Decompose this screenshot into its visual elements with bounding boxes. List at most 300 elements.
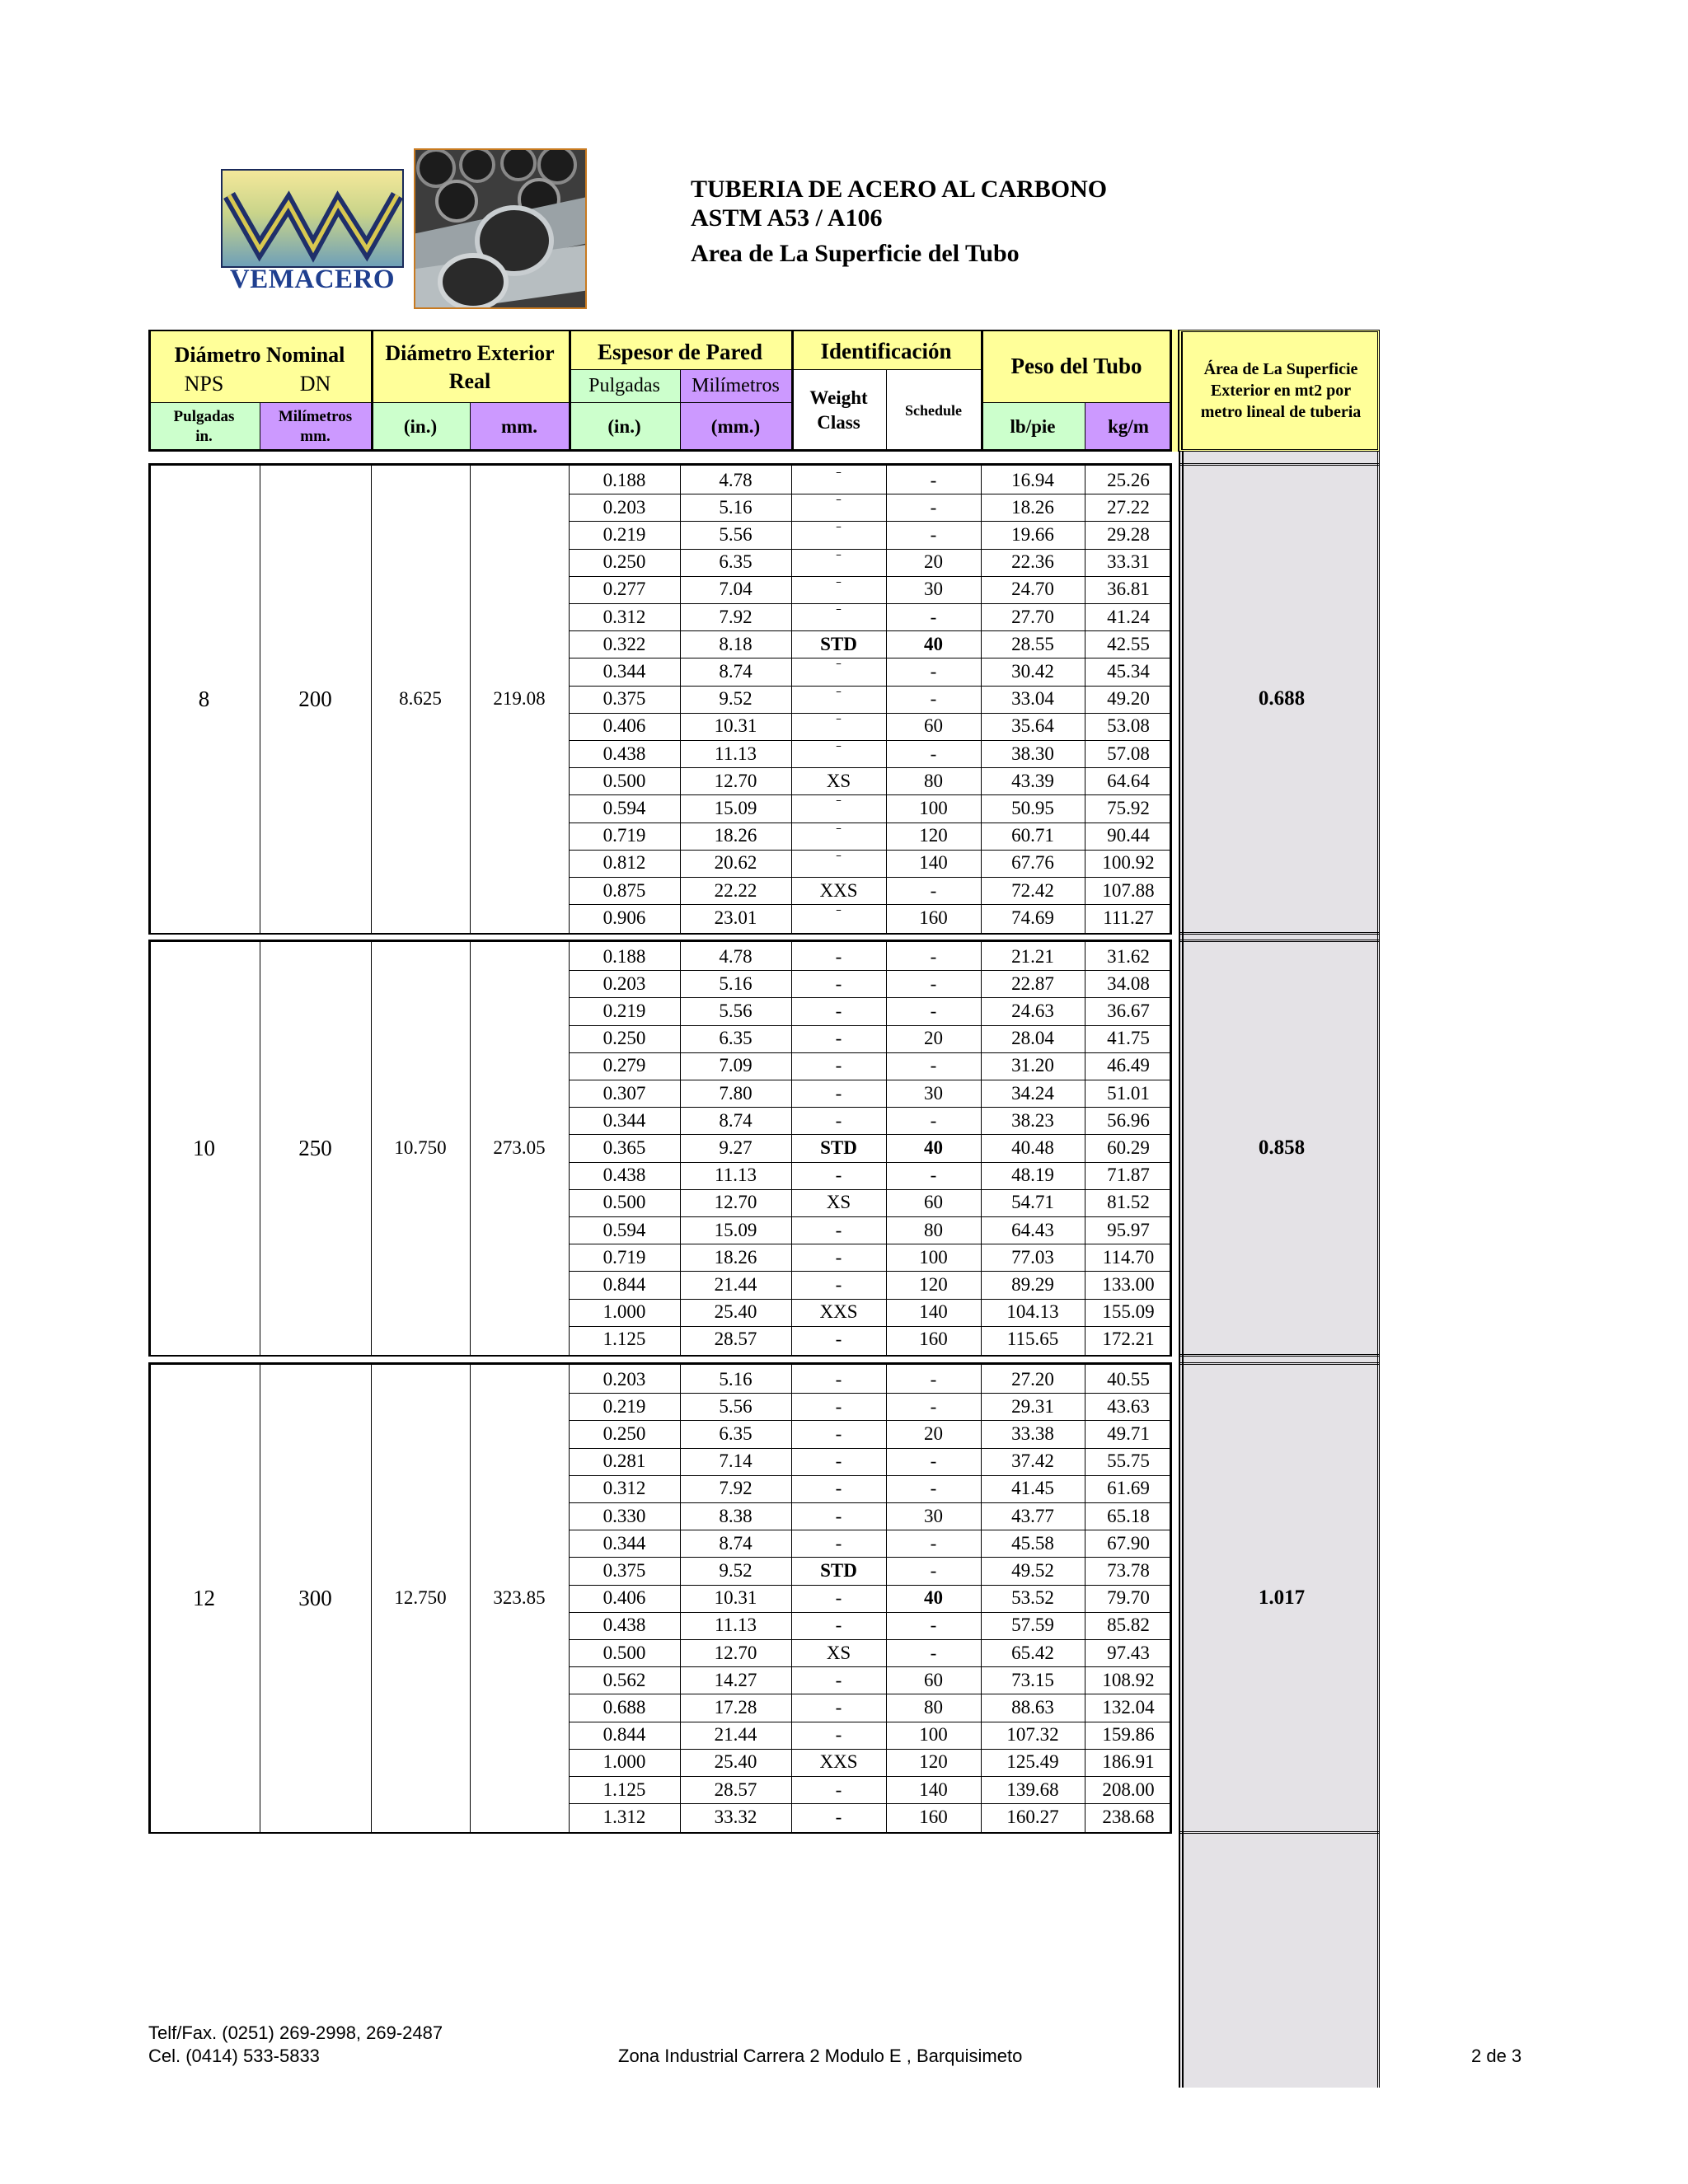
- table-cell: 73.15: [1011, 1669, 1054, 1690]
- table-cell: 40.55: [1107, 1368, 1150, 1390]
- table-cell: 61.69: [1107, 1478, 1150, 1499]
- table-cell: 111.27: [1103, 907, 1154, 928]
- table-cell: 108.92: [1102, 1669, 1155, 1690]
- table-cell: 73.78: [1107, 1559, 1150, 1581]
- table-cell: 10.31: [714, 1587, 757, 1609]
- table-cell: 16.94: [1011, 469, 1054, 490]
- table-cell: -: [930, 496, 937, 518]
- table-cell: -: [835, 1451, 842, 1472]
- table-cell: 49.71: [1107, 1422, 1150, 1444]
- col-area: [1182, 351, 1380, 430]
- table-cell: 0.281: [603, 1451, 646, 1472]
- nps-group-12: [148, 1362, 1380, 1834]
- table-cell: ˉ: [836, 468, 842, 485]
- table-cell: 11.13: [715, 743, 757, 764]
- table-cell: 0.219: [603, 1395, 646, 1417]
- table-cell: -: [930, 1615, 937, 1636]
- table-cell: 0.322: [603, 633, 646, 654]
- table-cell: 25.26: [1107, 469, 1150, 490]
- table-cell: 34.08: [1107, 972, 1150, 994]
- table-cell: 100.92: [1102, 852, 1155, 874]
- table-cell: 160: [919, 1329, 948, 1350]
- table-cell: -: [835, 1082, 842, 1104]
- table-cell: 64.43: [1011, 1219, 1054, 1240]
- table-cell: 29.31: [1011, 1395, 1054, 1417]
- table-cell: ˉ: [836, 906, 842, 923]
- title-line-1: TUBERIA DE ACERO AL CARBONO: [691, 176, 1108, 203]
- table-cell: -: [835, 1219, 842, 1240]
- table-cell: 15.09: [714, 1219, 757, 1240]
- table-cell: -: [835, 1273, 842, 1295]
- group-area: 1.017: [1258, 1586, 1306, 1610]
- table-cell: 0.307: [603, 1082, 646, 1104]
- group-od-in: 12.750: [394, 1587, 447, 1609]
- table-cell: 22.87: [1011, 972, 1054, 994]
- table-cell: XS: [826, 1192, 851, 1213]
- table-cell: 64.64: [1107, 770, 1150, 791]
- table-cell: 33.04: [1011, 688, 1054, 710]
- table-cell: -: [835, 1329, 842, 1350]
- table-cell: -: [835, 1779, 842, 1800]
- table-cell: 28.04: [1011, 1028, 1054, 1049]
- table-cell: 36.67: [1107, 1000, 1150, 1021]
- table-cell: 95.97: [1107, 1219, 1150, 1240]
- table-cell: 133.00: [1102, 1273, 1155, 1295]
- table-cell: 20: [924, 551, 943, 573]
- table-cell: 21.21: [1011, 945, 1054, 967]
- table-cell: -: [835, 945, 842, 967]
- col-diametro-nominal: Diámetro Nominal: [174, 343, 345, 367]
- table-cell: 208.00: [1102, 1779, 1155, 1800]
- table-cell: 53.52: [1011, 1587, 1054, 1609]
- table-cell: 7.80: [719, 1082, 753, 1104]
- table-cell: 72.42: [1011, 879, 1054, 901]
- table-cell: 5.56: [719, 523, 753, 545]
- table-cell: 54.71: [1011, 1192, 1054, 1213]
- table-cell: 0.344: [603, 1109, 646, 1131]
- table-cell: 0.875: [603, 879, 646, 901]
- footer-address: Zona Industrial Carrera 2 Modulo E , Barquisimeto: [618, 2046, 1023, 2066]
- table-cell: 48.19: [1011, 1165, 1054, 1186]
- table-cell: -: [930, 606, 937, 627]
- table-cell: 56.96: [1107, 1109, 1150, 1131]
- table-cell: ˉ: [836, 523, 842, 540]
- table-cell: 140: [919, 852, 948, 874]
- table-cell: 67.90: [1107, 1532, 1150, 1554]
- table-cell: -: [930, 1451, 937, 1472]
- table-cell: 0.562: [603, 1669, 646, 1690]
- table-cell: ˉ: [836, 796, 842, 813]
- table-cell: 23.01: [714, 907, 757, 928]
- col-diametro-exterior-line-1: Diámetro Exterior: [385, 341, 555, 365]
- footer-cell: Cel. (0414) 533-5833: [148, 2046, 320, 2066]
- table-cell: -: [835, 1806, 842, 1827]
- table-cell: 0.203: [603, 972, 646, 994]
- table-cell: 0.279: [603, 1055, 646, 1076]
- table-cell: -: [930, 972, 937, 994]
- table-cell: 115.65: [1006, 1329, 1059, 1350]
- table-cell: 12.70: [714, 1192, 757, 1213]
- table-cell: 0.250: [603, 1028, 646, 1049]
- table-cell: 0.312: [603, 1478, 646, 1499]
- table-cell: 0.406: [603, 1587, 646, 1609]
- table-cell: 8.74: [719, 1532, 753, 1554]
- table-cell: 114.70: [1102, 1246, 1155, 1268]
- table-cell: 4.78: [719, 945, 753, 967]
- table-cell: 0.594: [603, 797, 646, 818]
- group-area: 0.688: [1258, 687, 1306, 710]
- table-cell: 120: [919, 1751, 948, 1773]
- col-weight-class-line-2: Class: [817, 412, 860, 433]
- nps-group-10: [148, 940, 1380, 1357]
- group-dn: 300: [298, 1585, 332, 1610]
- col-nps-units: [148, 402, 260, 452]
- table-cell: -: [930, 688, 937, 710]
- col-esp-mm: (mm.): [710, 416, 761, 437]
- table-cell: 41.24: [1107, 606, 1150, 627]
- table-cell: 21.44: [714, 1724, 757, 1746]
- col-nps: NPS: [184, 372, 224, 396]
- table-cell: 0.719: [603, 825, 646, 846]
- table-cell: 80: [924, 1696, 943, 1718]
- pipes-photo: [414, 148, 587, 309]
- table-cell: 29.28: [1107, 523, 1150, 545]
- table-cell: 24.70: [1011, 579, 1054, 600]
- group-nps: 10: [193, 1135, 215, 1160]
- table-cell: 6.35: [719, 551, 753, 573]
- table-cell: 18.26: [1011, 496, 1054, 518]
- table-cell: 40: [924, 1137, 943, 1158]
- logo-wordmark: VEMACERO: [229, 265, 396, 294]
- table-cell: 0.375: [603, 688, 646, 710]
- table-cell: ˉ: [836, 714, 842, 731]
- table-cell: 100: [919, 797, 948, 818]
- group-od-in: 8.625: [399, 688, 442, 710]
- table-cell: 49.52: [1011, 1559, 1054, 1581]
- col-od-in: (in.): [403, 416, 438, 437]
- table-cell: 8.38: [719, 1505, 753, 1526]
- table-cell: 0.250: [603, 1422, 646, 1444]
- table-cell: 25.40: [714, 1301, 757, 1323]
- table-cell: STD: [820, 633, 857, 654]
- col-dn-units-line-1: Milímetros: [278, 408, 353, 425]
- table-cell: 71.87: [1107, 1165, 1150, 1186]
- table-cell: 9.52: [719, 1559, 753, 1581]
- table-cell: 120: [919, 1273, 948, 1295]
- logo-emblem: [221, 169, 404, 268]
- table-cell: -: [930, 1395, 937, 1417]
- table-cell: 0.406: [603, 715, 646, 737]
- table-cell: 60: [924, 1669, 943, 1690]
- table-cell: -: [835, 1669, 842, 1690]
- group-od-mm: 323.85: [493, 1587, 546, 1609]
- table-cell: 1.125: [603, 1329, 646, 1350]
- table-cell: -: [835, 1724, 842, 1746]
- table-cell: 28.55: [1011, 633, 1054, 654]
- table-cell: 0.365: [603, 1137, 646, 1158]
- table-cell: 1.312: [603, 1806, 646, 1827]
- table-cell: 0.438: [603, 1165, 646, 1186]
- table-cell: 0.719: [603, 1246, 646, 1268]
- table-cell: 140: [919, 1301, 948, 1323]
- group-nps: 8: [198, 686, 210, 711]
- table-cell: 0.277: [603, 579, 646, 600]
- table-cell: -: [930, 469, 937, 490]
- table-cell: -: [835, 1109, 842, 1131]
- table-cell: 30.42: [1011, 660, 1054, 682]
- table-cell: 0.219: [603, 523, 646, 545]
- table-cell: ˉ: [836, 659, 842, 677]
- table-cell: STD: [820, 1559, 857, 1581]
- table-cell: 120: [919, 825, 948, 846]
- table-cell: 40.48: [1011, 1137, 1054, 1158]
- col-dn-units-line-2: mm.: [300, 428, 331, 445]
- table-cell: 4.78: [719, 469, 753, 490]
- table-cell: -: [835, 1246, 842, 1268]
- table-cell: 89.29: [1011, 1273, 1054, 1295]
- table-cell: 80: [924, 1219, 943, 1240]
- table-cell: 43.77: [1011, 1505, 1054, 1526]
- table-cell: 46.49: [1107, 1055, 1150, 1076]
- col-area-line-2: Exterior en mt2 por: [1210, 382, 1352, 400]
- table-cell: XXS: [819, 879, 858, 901]
- table-cell: 31.20: [1011, 1055, 1054, 1076]
- table-cell: 160.27: [1006, 1806, 1059, 1827]
- col-peso: Peso del Tubo: [1010, 353, 1142, 378]
- group-area: 0.858: [1258, 1137, 1306, 1159]
- table-cell: 22.22: [714, 879, 757, 901]
- table-cell: 45.58: [1011, 1532, 1054, 1554]
- table-cell: 0.375: [603, 1559, 646, 1581]
- table-cell: 0.906: [603, 907, 646, 928]
- table-cell: 18.26: [714, 1246, 757, 1268]
- table-cell: 38.30: [1011, 743, 1054, 764]
- table-cell: 30: [924, 579, 943, 600]
- col-dn-units: [260, 402, 371, 452]
- table-header: [148, 330, 1380, 452]
- table-cell: 140: [919, 1779, 948, 1800]
- table-cell: 57.59: [1011, 1615, 1054, 1636]
- table-cell: -: [930, 1000, 937, 1021]
- table-cell: 43.39: [1011, 770, 1054, 791]
- table-cell: 0.312: [603, 606, 646, 627]
- table-cell: 7.92: [719, 1478, 753, 1499]
- col-schedule: Schedule: [904, 401, 962, 419]
- col-dn: DN: [299, 372, 331, 396]
- table-cell: 0.330: [603, 1505, 646, 1526]
- table-cell: -: [835, 1478, 842, 1499]
- table-cell: ˉ: [836, 605, 842, 621]
- table-cell: -: [835, 1165, 842, 1186]
- table-cell: -: [930, 1368, 937, 1390]
- table-cell: 107.32: [1006, 1724, 1059, 1746]
- table-cell: -: [835, 1422, 842, 1444]
- table-cell: -: [835, 1055, 842, 1076]
- table-cell: 60.71: [1011, 825, 1054, 846]
- table-cell: 31.62: [1107, 945, 1150, 967]
- table-cell: 1.000: [603, 1301, 646, 1323]
- table-cell: 125.49: [1006, 1751, 1059, 1773]
- table-cell: 24.63: [1011, 1000, 1054, 1021]
- table-cell: 238.68: [1102, 1806, 1155, 1827]
- table-cell: -: [930, 1642, 937, 1663]
- table-cell: 7.04: [719, 579, 753, 600]
- group-nps: 12: [193, 1585, 215, 1610]
- table-cell: 0.344: [603, 660, 646, 682]
- footer-page-number: 2 de 3: [1471, 2046, 1522, 2066]
- document-title: [691, 175, 1107, 268]
- table-cell: 18.26: [714, 825, 757, 846]
- table-cell: 0.219: [603, 1000, 646, 1021]
- table-cell: 20: [924, 1028, 943, 1049]
- table-cell: 132.04: [1102, 1696, 1155, 1718]
- table-cell: 50.95: [1011, 797, 1054, 818]
- nps-group-8: [148, 463, 1380, 935]
- table-cell: 9.27: [719, 1137, 753, 1158]
- col-esp-milimetros: Milímetros: [692, 374, 780, 396]
- table-cell: 9.52: [719, 688, 753, 710]
- table-cell: -: [835, 1028, 842, 1049]
- table-cell: 5.56: [719, 1395, 753, 1417]
- table-cell: 17.28: [714, 1696, 757, 1718]
- table-cell: 100: [919, 1246, 948, 1268]
- table-cell: 53.08: [1107, 715, 1150, 737]
- table-cell: 33.31: [1107, 551, 1150, 573]
- table-cell: ˉ: [836, 577, 842, 594]
- table-cell: 11.13: [715, 1615, 757, 1636]
- table-cell: 11.13: [715, 1165, 757, 1186]
- table-cell: 7.92: [719, 606, 753, 627]
- col-identificacion: Identificación: [820, 338, 952, 363]
- group-dn: 250: [298, 1135, 332, 1160]
- table-cell: 75.92: [1107, 797, 1150, 818]
- table-cell: 0.844: [603, 1724, 646, 1746]
- table-cell: 5.56: [719, 1000, 753, 1021]
- col-esp-in: (in.): [607, 416, 641, 437]
- table-cell: 155.09: [1102, 1301, 1155, 1323]
- table-cell: XXS: [819, 1301, 858, 1323]
- table-cell: 0.438: [603, 743, 646, 764]
- table-cell: 28.57: [714, 1329, 757, 1350]
- table-cell: 8.18: [719, 633, 753, 654]
- table-cell: -: [835, 1696, 842, 1718]
- table-cell: 57.08: [1107, 743, 1150, 764]
- table-cell: -: [835, 1000, 842, 1021]
- table-cell: 7.09: [719, 1055, 753, 1076]
- table-cell: -: [930, 523, 937, 545]
- col-area-line-3: metro lineal de tuberia: [1200, 403, 1362, 421]
- table-cell: 60.29: [1107, 1137, 1150, 1158]
- table-cell: 12.70: [714, 770, 757, 791]
- table-cell: 74.69: [1011, 907, 1054, 928]
- table-cell: 49.20: [1107, 688, 1150, 710]
- table-cell: 159.86: [1102, 1724, 1155, 1746]
- table-cell: 97.43: [1107, 1642, 1150, 1663]
- table-cell: 172.21: [1102, 1329, 1155, 1350]
- group-od-mm: 219.08: [493, 688, 546, 710]
- footer-phone: Telf/Fax. (0251) 269-2998, 269-2487: [148, 2022, 443, 2043]
- table-cell: 7.14: [719, 1451, 753, 1472]
- table-cell: -: [835, 1615, 842, 1636]
- table-cell: 85.82: [1107, 1615, 1150, 1636]
- table-cell: 0.594: [603, 1219, 646, 1240]
- table-cell: 40: [924, 633, 943, 654]
- table-cell: 160: [919, 1806, 948, 1827]
- group-od-mm: 273.05: [493, 1137, 546, 1158]
- table-cell: 40: [924, 1587, 943, 1609]
- table-cell: 139.68: [1006, 1779, 1059, 1800]
- table-cell: -: [835, 1368, 842, 1390]
- table-cell: -: [835, 1587, 842, 1609]
- table-cell: -: [835, 1505, 842, 1526]
- table-cell: 160: [919, 907, 948, 928]
- table-cell: 60: [924, 715, 943, 737]
- table-cell: ˉ: [836, 851, 842, 868]
- table-cell: 1.000: [603, 1751, 646, 1773]
- table-cell: 0.500: [603, 770, 646, 791]
- table-cell: -: [930, 1532, 937, 1554]
- table-cell: 0.438: [603, 1615, 646, 1636]
- table-cell: -: [930, 1165, 937, 1186]
- table-cell: 0.188: [603, 469, 646, 490]
- group-dn: 200: [298, 686, 332, 711]
- table-cell: XS: [826, 770, 851, 791]
- table-cell: 1.125: [603, 1779, 646, 1800]
- table-cell: ˉ: [836, 687, 842, 704]
- table-cell: STD: [820, 1137, 857, 1158]
- company-logo: [221, 169, 404, 295]
- col-lb-pie: lb/pie: [1010, 416, 1056, 437]
- group-od-in: 10.750: [394, 1137, 447, 1158]
- table-cell: 45.34: [1107, 660, 1150, 682]
- table-cell: 0.688: [603, 1696, 646, 1718]
- table-cell: 41.75: [1107, 1028, 1150, 1049]
- table-cell: 0.344: [603, 1532, 646, 1554]
- col-area-line-1: Área de La Superficie: [1203, 360, 1358, 378]
- table-cell: 8.74: [719, 660, 753, 682]
- table-cell: 8.74: [719, 1109, 753, 1131]
- table-cell: 107.88: [1102, 879, 1155, 901]
- col-diametro-exterior: [371, 333, 569, 402]
- table-cell: 41.45: [1011, 1478, 1054, 1499]
- table-cell: 100: [919, 1724, 948, 1746]
- col-od-mm: mm.: [500, 416, 538, 437]
- table-cell: 21.44: [714, 1273, 757, 1295]
- table-cell: 33.38: [1011, 1422, 1054, 1444]
- table-cell: 65.18: [1107, 1505, 1150, 1526]
- table-cell: -: [835, 1532, 842, 1554]
- table-cell: 5.16: [719, 1368, 753, 1390]
- table-cell: 37.42: [1011, 1451, 1054, 1472]
- table-cell: 38.23: [1011, 1109, 1054, 1131]
- table-cell: 55.75: [1107, 1451, 1150, 1472]
- table-cell: 27.70: [1011, 606, 1054, 627]
- table-cell: 80: [924, 770, 943, 791]
- col-espesor: Espesor de Pared: [597, 339, 762, 364]
- table-cell: 88.63: [1011, 1696, 1054, 1718]
- table-cell: 19.66: [1011, 523, 1054, 545]
- table-cell: 33.32: [714, 1806, 757, 1827]
- col-weight-class: [791, 379, 886, 442]
- table-cell: -: [930, 1478, 937, 1499]
- table-cell: 0.500: [603, 1642, 646, 1663]
- table-cell: 81.52: [1107, 1192, 1150, 1213]
- table-cell: 34.24: [1011, 1082, 1054, 1104]
- col-esp-pulgadas: Pulgadas: [588, 374, 660, 396]
- table-cell: 0.250: [603, 551, 646, 573]
- table-cell: 25.40: [714, 1751, 757, 1773]
- table-cell: 5.16: [719, 496, 753, 518]
